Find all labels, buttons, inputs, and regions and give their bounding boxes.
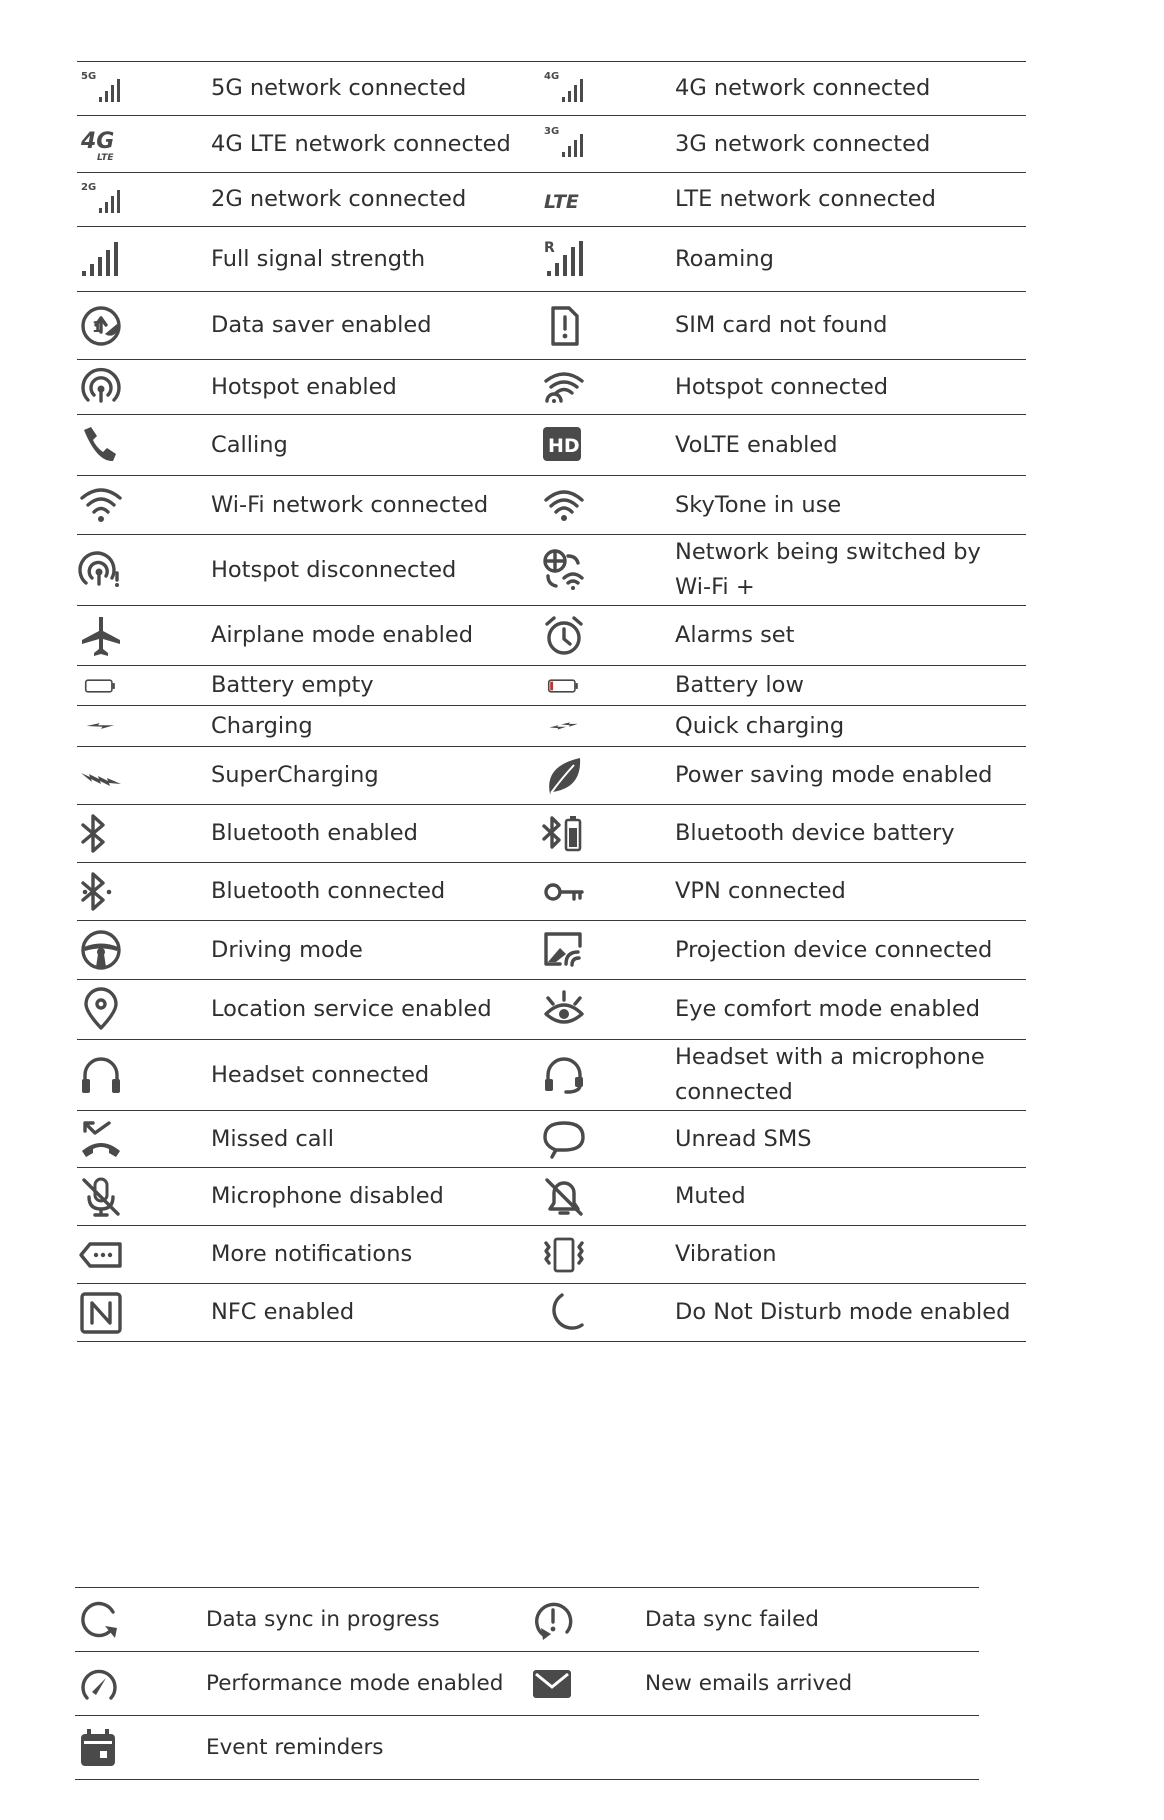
status-label: Vibration bbox=[675, 1241, 777, 1267]
status-label: Location service enabled bbox=[211, 996, 492, 1022]
performance-icon bbox=[77, 1662, 121, 1706]
4g-lte-icon bbox=[79, 122, 123, 166]
status-label: SkyTone in use bbox=[675, 491, 842, 518]
status-label: SuperCharging bbox=[211, 762, 379, 788]
hotspot-enabled-icon bbox=[79, 365, 123, 409]
wifi-icon bbox=[79, 483, 123, 527]
status-label: Battery empty bbox=[211, 672, 374, 698]
headset-icon bbox=[79, 1053, 123, 1097]
status-label: Battery low bbox=[675, 672, 804, 698]
svg-text:4G: 4G bbox=[81, 129, 115, 154]
status-label: Muted bbox=[675, 1183, 746, 1209]
roaming-icon bbox=[542, 237, 586, 281]
status-label: 3G network connected bbox=[675, 130, 931, 157]
table-row bbox=[77, 606, 1026, 666]
status-label: Wi-Fi network connected bbox=[211, 491, 489, 518]
svg-text:1: 1 bbox=[92, 317, 103, 336]
status-label: NFC enabled bbox=[211, 1299, 355, 1325]
status-label: Headset with a microphone connected bbox=[675, 1044, 985, 1105]
table-row bbox=[75, 1588, 979, 1652]
table-row bbox=[77, 1168, 1026, 1226]
status-label: Network being switched by Wi-Fi + bbox=[675, 539, 981, 600]
table-row bbox=[77, 980, 1026, 1040]
table-row bbox=[77, 805, 1026, 863]
lte-icon bbox=[542, 178, 586, 222]
table-row bbox=[77, 921, 1026, 980]
status-label: Driving mode bbox=[211, 936, 363, 963]
phone-calling-icon bbox=[79, 423, 123, 467]
status-label: Projection device connected bbox=[675, 936, 993, 963]
mic-off-icon bbox=[79, 1175, 123, 1219]
status-label: Full signal strength bbox=[211, 245, 426, 272]
projection-icon bbox=[542, 928, 586, 972]
svg-text:3G: 3G bbox=[544, 126, 560, 137]
table-row bbox=[77, 62, 1026, 116]
status-label: Data saver enabled bbox=[211, 312, 432, 338]
steering-wheel-icon bbox=[79, 928, 123, 972]
table-row bbox=[77, 476, 1026, 535]
status-label: SIM card not found bbox=[675, 312, 888, 338]
eye-comfort-icon bbox=[542, 988, 586, 1032]
4g-signal-icon bbox=[542, 67, 586, 111]
sync-failed-icon bbox=[531, 1598, 575, 1642]
missed-call-icon bbox=[79, 1117, 123, 1161]
table-row bbox=[77, 1226, 1026, 1284]
table-row bbox=[75, 1652, 979, 1716]
status-label: Data sync in progress bbox=[206, 1607, 440, 1632]
quick-charging-icon bbox=[542, 710, 586, 742]
status-label: Hotspot disconnected bbox=[211, 556, 457, 583]
status-label: Do Not Disturb mode enabled bbox=[675, 1299, 1011, 1325]
svg-text:HD: HD bbox=[548, 435, 580, 457]
hd-volte-icon bbox=[542, 423, 586, 467]
svg-text:2G: 2G bbox=[81, 181, 97, 193]
vpn-key-icon bbox=[542, 870, 586, 914]
location-icon bbox=[79, 988, 123, 1032]
table-row bbox=[77, 706, 1026, 747]
status-label: Roaming bbox=[675, 245, 774, 272]
data-saver-icon bbox=[79, 304, 123, 348]
status-label: More notifications bbox=[211, 1241, 413, 1267]
moon-icon bbox=[542, 1291, 586, 1335]
email-icon bbox=[531, 1662, 575, 1706]
bluetooth-connected-icon bbox=[79, 870, 123, 914]
hotspot-disconnected-icon bbox=[79, 548, 123, 592]
status-label: New emails arrived bbox=[645, 1671, 853, 1696]
leaf-icon bbox=[542, 754, 586, 798]
network-switch-icon bbox=[542, 548, 586, 592]
status-label: Data sync failed bbox=[645, 1607, 819, 1632]
svg-text:LTE: LTE bbox=[97, 153, 114, 163]
table-row bbox=[77, 116, 1026, 173]
table-row bbox=[77, 415, 1026, 476]
svg-text:R: R bbox=[544, 240, 555, 256]
status-label: Bluetooth enabled bbox=[211, 820, 418, 846]
status-label: Unread SMS bbox=[675, 1125, 812, 1152]
vibration-icon bbox=[542, 1233, 586, 1277]
alarm-icon bbox=[542, 614, 586, 658]
status-label: Event reminders bbox=[206, 1735, 384, 1760]
sms-bubble-icon bbox=[542, 1117, 586, 1161]
table-row bbox=[77, 227, 1026, 292]
status-label: 5G network connected bbox=[211, 75, 467, 101]
skytone-icon bbox=[542, 483, 586, 527]
table-row bbox=[77, 1284, 1026, 1342]
status-label: 4G LTE network connected bbox=[211, 130, 511, 157]
more-notifications-icon bbox=[79, 1233, 123, 1277]
sync-icon bbox=[77, 1598, 121, 1642]
table-row bbox=[77, 173, 1026, 227]
status-label: VPN connected bbox=[675, 878, 846, 904]
status-label: Calling bbox=[211, 431, 288, 458]
svg-text:LTE: LTE bbox=[544, 190, 579, 213]
table-row bbox=[77, 1111, 1026, 1168]
status-icons-table bbox=[77, 61, 1026, 1342]
status-label: Airplane mode enabled bbox=[211, 622, 473, 648]
status-label: VoLTE enabled bbox=[675, 431, 838, 458]
headset-mic-icon bbox=[542, 1053, 586, 1097]
2g-signal-icon bbox=[79, 178, 123, 222]
table-row bbox=[77, 292, 1026, 360]
svg-text:5G: 5G bbox=[81, 70, 97, 82]
status-label: Quick charging bbox=[675, 712, 845, 739]
hotspot-connected-icon bbox=[542, 365, 586, 409]
table-row bbox=[75, 1716, 979, 1780]
status-label: Microphone disabled bbox=[211, 1183, 444, 1209]
status-label: Missed call bbox=[211, 1125, 335, 1152]
sync-icons-table bbox=[75, 1587, 979, 1780]
table-row bbox=[77, 360, 1026, 415]
status-label: Headset connected bbox=[211, 1061, 430, 1088]
status-label: 4G network connected bbox=[675, 75, 931, 101]
sim-not-found-icon bbox=[542, 304, 586, 348]
status-label: Bluetooth connected bbox=[211, 878, 446, 904]
full-signal-icon bbox=[79, 237, 123, 281]
airplane-icon bbox=[79, 614, 123, 658]
charging-icon bbox=[79, 710, 123, 742]
status-label: Power saving mode enabled bbox=[675, 762, 993, 788]
calendar-icon bbox=[77, 1726, 121, 1770]
bluetooth-battery-icon bbox=[542, 812, 586, 856]
status-label: Alarms set bbox=[675, 622, 795, 648]
status-label: 2G network connected bbox=[211, 186, 467, 212]
status-label: Charging bbox=[211, 712, 313, 739]
status-label: Hotspot enabled bbox=[211, 373, 397, 400]
5g-signal-icon bbox=[79, 67, 123, 111]
table-row bbox=[77, 863, 1026, 921]
status-label: Bluetooth device battery bbox=[675, 820, 955, 846]
table-row bbox=[77, 1040, 1026, 1111]
table-row bbox=[77, 535, 1026, 606]
nfc-icon bbox=[79, 1291, 123, 1335]
3g-signal-icon bbox=[542, 122, 586, 166]
table-row bbox=[77, 747, 1026, 805]
status-label: Performance mode enabled bbox=[206, 1671, 504, 1696]
svg-text:4G: 4G bbox=[544, 70, 560, 82]
status-label: Hotspot connected bbox=[675, 373, 889, 400]
battery-low-icon bbox=[542, 670, 586, 702]
bluetooth-icon bbox=[79, 812, 123, 856]
battery-empty-icon bbox=[79, 670, 123, 702]
status-label: Eye comfort mode enabled bbox=[675, 996, 981, 1022]
supercharging-icon bbox=[79, 754, 123, 798]
status-label: LTE network connected bbox=[675, 186, 936, 212]
table-row bbox=[77, 666, 1026, 706]
bell-muted-icon bbox=[542, 1175, 586, 1219]
